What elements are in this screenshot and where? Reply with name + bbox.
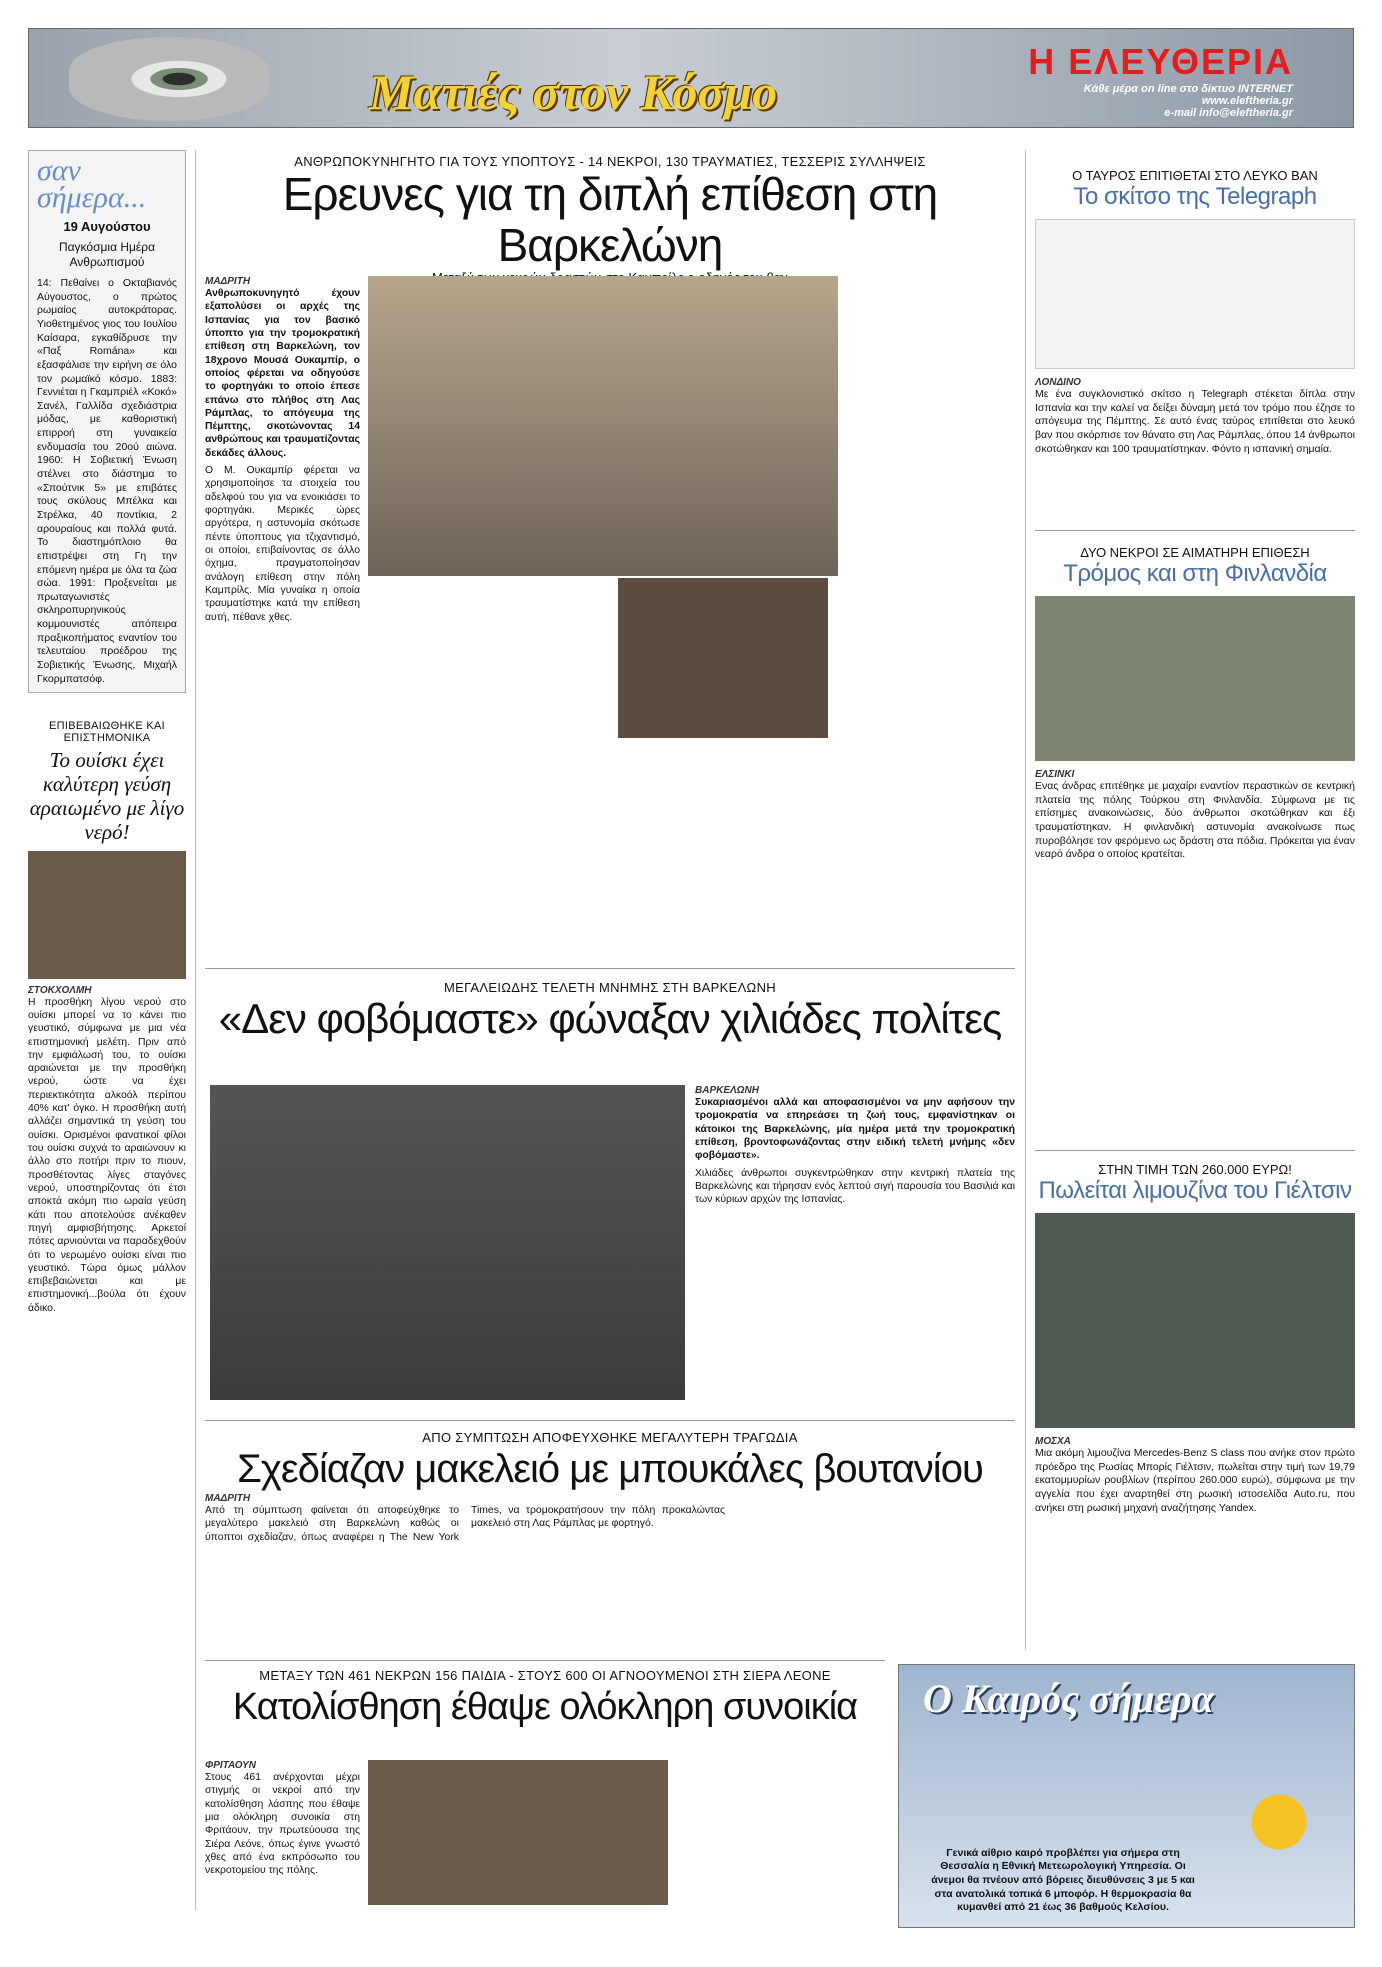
today-day: Παγκόσμια Ημέρα Ανθρωπισμού bbox=[58, 239, 156, 270]
barcelona-col1 bbox=[205, 276, 360, 624]
weather-text: Γενικά αίθριο καιρό προβλέπει για σήμερα στη Θεσσαλία η Εθνική Μετεωρολογική Υπηρεσία. Οι άνεμοι θα πνέουν από βόρειες διευθύνσεις 3 με 5 και στα ανατολικά τοπικά 6 μποφόρ. Η θερμοκρασία θα κυμανθεί από 21 έως 36 βαθμούς Κελσίου. bbox=[931, 1846, 1195, 1914]
limo-article bbox=[1035, 1162, 1355, 1515]
finland-byline: ΕΛΣΙΝΚΙ bbox=[1035, 769, 1075, 780]
telegraph-kicker: Ο ΤΑΥΡΟΣ ΕΠΙΤΙΘΕΤΑΙ ΣΤΟ ΛΕΥΚΟ ΒΑΝ bbox=[1072, 168, 1318, 183]
limo-byline: ΜΟΣΧΑ bbox=[1035, 1436, 1071, 1447]
finland-photo bbox=[1035, 596, 1355, 761]
plot-kicker: ΑΠΟ ΣΥΜΠΤΩΣΗ ΑΠΟΦΕΥΧΘΗΚΕ ΜΕΓΑΛΥΤΕΡΗ ΤΡΑΓΩΔΙΑ bbox=[422, 1430, 798, 1445]
barcelona-byline: ΜΑΔΡΙΤΗ bbox=[205, 276, 251, 287]
limo-photo bbox=[1035, 1213, 1355, 1428]
barcelona-lead: Ανθρωποκυνηγητό έχουν εξαπολύσει οι αρχές της Ισπανίας για τον βασικό ύποπτο για την τρομοκρατική επίθεση στη Βαρκελώνη, τον 18χρονο Μουσά Ουκαμπίρ, ο οποίος φέρεται να οδηγούσε το φορτηγάκι το οποίο έπεσε επάνω στο πλήθος στη Λας Ράμπλας, το απόγευμα της Πέμπτης, σκοτώνοντας 14 ανθρώπους και τραυματίζοντας δεκάδες άλλους. bbox=[205, 288, 360, 459]
sun-icon bbox=[1244, 1787, 1314, 1857]
rally-title: «Δεν φοβόμαστε» φώναξαν χιλιάδες πολίτες bbox=[218, 995, 1002, 1042]
sierra-col1 bbox=[205, 1760, 360, 1878]
eye-graphic bbox=[69, 37, 269, 121]
barcelona-police-photo bbox=[368, 276, 838, 576]
brand-block bbox=[1028, 41, 1293, 119]
brand-site: www.eleftheria.gr bbox=[1201, 95, 1293, 107]
finland-article bbox=[1035, 545, 1355, 862]
plot-body: Από τη σύμπτωση φαίνεται ότι αποφεύχθηκε το μεγαλύτερο μακελειό στη Βαρκελώνη καθώς οι ύποπτοι σχεδίαζαν, όπως αναφέρει η The New York Times, να τρομοκρατήσουν την πόλη προκαλώντας μακελειό στη Λας Ράμπλας με φορτηγό. bbox=[205, 1505, 725, 1543]
barcelona-title: Ερευνες για τη διπλή επίθεση στη Βαρκελώνη bbox=[282, 168, 938, 271]
finland-title: Τρόμος και στη Φινλανδία bbox=[1063, 560, 1327, 587]
telegraph-article bbox=[1035, 168, 1355, 456]
sierra-photo bbox=[368, 1760, 668, 1905]
limo-title: Πωλείται λιμουζίνα του Γιέλτσιν bbox=[1038, 1177, 1352, 1204]
today-sidebar bbox=[28, 150, 186, 693]
brand-email: e-mail info@eleftheria.gr bbox=[1164, 107, 1293, 119]
limo-body: Μια ακόμη λιμουζίνα Mercedes-Benz S class που ανήκε στον πρώτο πρόεδρο της Ρωσίας Μπορίς Γιέλτσιν, πωλείται στην τιμή των 19,79 εκατομμυρίων ρουβλίων (περίπου 260.000 ευρώ), σύμφωνα με την αγγελία που έχει αναρτηθεί στη ρωσική ιστοσελίδα Auto.ru, που ανήκει στη ρωσική μηχανή αναζήτησης Yandex. bbox=[1035, 1447, 1355, 1514]
finland-body: Ενας άνδρας επιτέθηκε με μαχαίρι εναντίον περαστικών σε κεντρική πλατεία της πόλης Τούρκου στη Φινλανδία. Σύμφωνα με τις επίσημες ανακοινώσεις, δύο άνθρωποι σκοτώθηκαν και έξι τραυματίστηκαν. Η φινλανδική αστυνομία ανακοίνωσε πως πυροβόλησε τον φερόμενο ως δράστη στα πόδια. Πρόκειται για έναν νεαρό άνδρα ο οποίος κρατείται. bbox=[1035, 780, 1355, 861]
masthead-banner bbox=[28, 28, 1354, 128]
plot-title: Σχεδίαζαν μακελειό με μπουκάλες βουτανίου bbox=[237, 1447, 983, 1491]
sierra-kicker: ΜΕΤΑΞΥ ΤΩΝ 461 ΝΕΚΡΩΝ 156 ΠΑΙΔΙΑ - ΣΤΟΥΣ 600 ΟΙ ΑΓΝΟΟΥΜΕΝΟΙ ΣΤΗ ΣΙΕΡΑ ΛΕΟΝΕ bbox=[259, 1668, 831, 1683]
rally-crowd-photo bbox=[210, 1085, 685, 1400]
whisky-byline: ΣΤΟΚΧΟΛΜΗ bbox=[28, 984, 92, 996]
masthead-title: Ματιές στον Κόσμο bbox=[369, 64, 778, 120]
rally-body: Χιλιάδες άνθρωποι συγκεντρώθηκαν στην κεντρική πλατεία της Βαρκελώνης και τήρησαν ενός λεπτού σιγή παρουσία του Βασιλιά και των κύριων αρχών της Ισπανίας. bbox=[695, 1167, 1015, 1206]
finland-kicker: ΔΥΟ ΝΕΚΡΟΙ ΣΕ ΑΙΜΑΤΗΡΗ ΕΠΙΘΕΣΗ bbox=[1080, 545, 1310, 560]
rally-lead: Συκαριασμένοι αλλά και αποφασισμένοι να μην αφήσουν την τρομοκρατία να επηρεάσει τη ζωή τους, εμφανίστηκαν οι κάτοικοι της Βαρκελώνης, μία ημέρα μετά την τρομοκρατική επίθεση, βροντοφωνάζοντας στην ειδική τελετή μνήμης «δεν φοβόμαστε». bbox=[695, 1097, 1015, 1162]
weather-title: Ο Καιρός σήμερα bbox=[923, 1676, 1214, 1721]
rally-byline: ΒΑΡΚΕΛΩΝΗ bbox=[695, 1085, 759, 1096]
sierra-byline: ΦΡΙΤΑΟΥΝ bbox=[205, 1760, 256, 1771]
whisky-photo bbox=[28, 851, 186, 979]
rally-text bbox=[695, 1085, 1015, 1207]
barcelona-kicker: ΑΝΘΡΩΠΟΚΥΝΗΓΗΤΟ ΓΙΑ ΤΟΥΣ ΥΠΟΠΤΟΥΣ - 14 ΝΕΚΡΟΙ, 130 ΤΡΑΥΜΑΤΙΕΣ, ΤΕΣΣΕΡΙΣ ΣΥΛΛΗΨΕΙΣ bbox=[294, 154, 926, 169]
sierra-article bbox=[205, 1668, 885, 1732]
today-lead2: σήμερα... bbox=[37, 181, 147, 214]
rally-article bbox=[205, 980, 1015, 1043]
today-lead: σαν bbox=[37, 154, 81, 187]
today-text: 14: Πεθαίνει ο Οκταβιανός Αύγουστος, ο πρώτος ρωμαίος αυτοκράτορας. Υιοθετημένος γιος του Ιουλίου Καίσαρα, εγκαθίδρυσε την «Παξ Romána» και εξασφάλισε την ειρήνη σε όλο τον ρωμαϊκό κόσμο. 1883: Γεννιέται η Γκαμπριέλ «Κοκό» Σανέλ, Γαλλίδα σχεδιάστρια μόδας, με καθοριστική επιρροή στη γυναικεία ενδυμασία του 20ού αιώνα. 1960: Η Σοβιετική Ένωση στέλνει στο διάστημα το «Σπούτνικ 5» με επιβάτες τους σκύλους Μπέλκα και Στρέλκα, 40 ποντίκια, 2 αρουραίους και πολλά φυτά. Το διαστημόπλοιο θα επιστρέψει στη Γη την επόμενη ημέρα με όλα τα ζώα σώα. 1991: Προξενείται με πρωταγωνιστές σκληροπυρηνικούς κομμουνιστές απόπειρα πραξικοπήματος εναντίον του τελευταίου προέδρου της Σοβιετικής Ένωσης, Μιχαήλ Γκορμπατσόφ. bbox=[37, 277, 177, 685]
limo-kicker: ΣΤΗΝ ΤΙΜΗ ΤΩΝ 260.000 ΕΥΡΩ! bbox=[1098, 1162, 1292, 1177]
plot-byline: ΜΑΔΡΙΤΗ bbox=[205, 1493, 251, 1504]
weather-box bbox=[898, 1664, 1355, 1928]
whisky-article bbox=[28, 720, 186, 1315]
telegraph-byline: ΛΟΝΔΙΝΟ bbox=[1035, 377, 1081, 388]
whisky-kicker: ΕΠΙΒΕΒΑΙΩΘΗΚΕ ΚΑΙ ΕΠΙΣΤΗΜΟΝΙΚΑ bbox=[48, 720, 166, 744]
today-box bbox=[28, 150, 186, 693]
sierra-title: Κατολίσθηση έθαψε ολόκληρη συνοικία bbox=[232, 1686, 858, 1728]
telegraph-cartoon bbox=[1035, 219, 1355, 369]
whisky-body: Η προσθήκη λίγου νερού στο ουίσκι μπορεί να το κάνει πιο γευστικό, σύμφωνα με μια νέα επιστημονική μελέτη. Πριν από την εμφιάλωσή του, το ουίσκι αραιώνεται με την προσθήκη νερού, ώστε να έχει περιεκτικότητα αλκοόλ περίπου 40% κατ' όγκο. Η προσθήκη αυτή αλλάζει σημαντικά τη γεύση του ουίσκι. Ορισμένοι φανατικοί φίλοι του ουίσκι συχνά το αραιώνουν κι άλλο στο ποτήρι πριν το πιουν, προσθέτοντας λίγες σταγόνες νερού, υποστηρίζοντας ότι έτσι αποκτά ακόμη πιο ωραία γεύση κάτι που αποτελούσε ανέκαθεν πηγή αμφισβήτησης. Αρκετοί πότες αρνιούνται να παραδεχθούν ότι το νερωμένο ουίσκι είναι πιο γευστικό. Τώρα όμως μάλλον επιβεβαιώνεται και με επιστημονική...βούλα ότι έχουν άδικο. bbox=[28, 996, 187, 1314]
rally-kicker: ΜΕΓΑΛΕΙΩΔΗΣ ΤΕΛΕΤΗ ΜΝΗΜΗΣ ΣΤΗ ΒΑΡΚΕΛΩΝΗ bbox=[444, 980, 776, 995]
barcelona-article bbox=[205, 154, 1015, 285]
telegraph-title: Το σκίτσο της Telegraph bbox=[1073, 183, 1317, 210]
suspect-photo bbox=[618, 578, 828, 738]
telegraph-body: Με ένα συγκλονιστικό σκίτσο η Telegraph στέκεται δίπλα στην Ισπανία και την καλεί να δείξει δύναμη μετά τον τρόμο που έζησε το απόγευμα της Πέμπτης. Σε αυτό ένας ταύρος επιτίθεται στο λευκό βαν που σκόρπισε τον θάνατο στη Λας Ράμπλας, όπου 14 άνθρωποι σκοτώθηκαν και 100 τραυματίστηκαν. Φόντο η ισπανική σημαία. bbox=[1035, 388, 1355, 455]
barcelona-body: Ο Μ. Ουκαμπίρ φέρεται να χρησιμοποίησε τα στοιχεία του αδελφού του για να ενοικιάσει το φορτηγάκι. Μερικές ώρες αργότερα, η αστυνομία σκότωσε πέντε ύποπτους για τζιχαντισμό, οι οποίοι, επιβαίνοντας σε άλλο όχημα, πραγματοποίησαν ανάλογη επίθεση στην πόλη Καμπρίλς. Μία γυναίκα η οποία τραυματίστηκε κατά την επίθεση αυτή, πέθανε χθες. bbox=[205, 465, 360, 623]
whisky-title: Το ουίσκι έχει καλύτερη γεύση αραιωμένο με λίγο νερό! bbox=[29, 748, 185, 845]
brand-tagline: Κάθε μέρα on line στο δίκτυο INTERNET bbox=[1083, 83, 1293, 95]
sierra-body: Στους 461 ανέρχονται μέχρι στιγμής οι νεκροί από την κατολίσθηση λάσπης που έθαψε μια ολόκληρη συνοικία στη Φριτάουν, την πρωτεύουσα της Σιέρα Λεόνε, όπως έγινε γνωστό χθες από ένα εκπρόσωπο του νεκροτομείου της πόλης. bbox=[205, 1772, 360, 1877]
today-date: 19 Αυγούστου bbox=[63, 219, 151, 234]
brand-name: Η ΕΛΕΥΘΕΡΙΑ bbox=[1028, 41, 1293, 82]
plot-article bbox=[205, 1430, 1015, 1544]
